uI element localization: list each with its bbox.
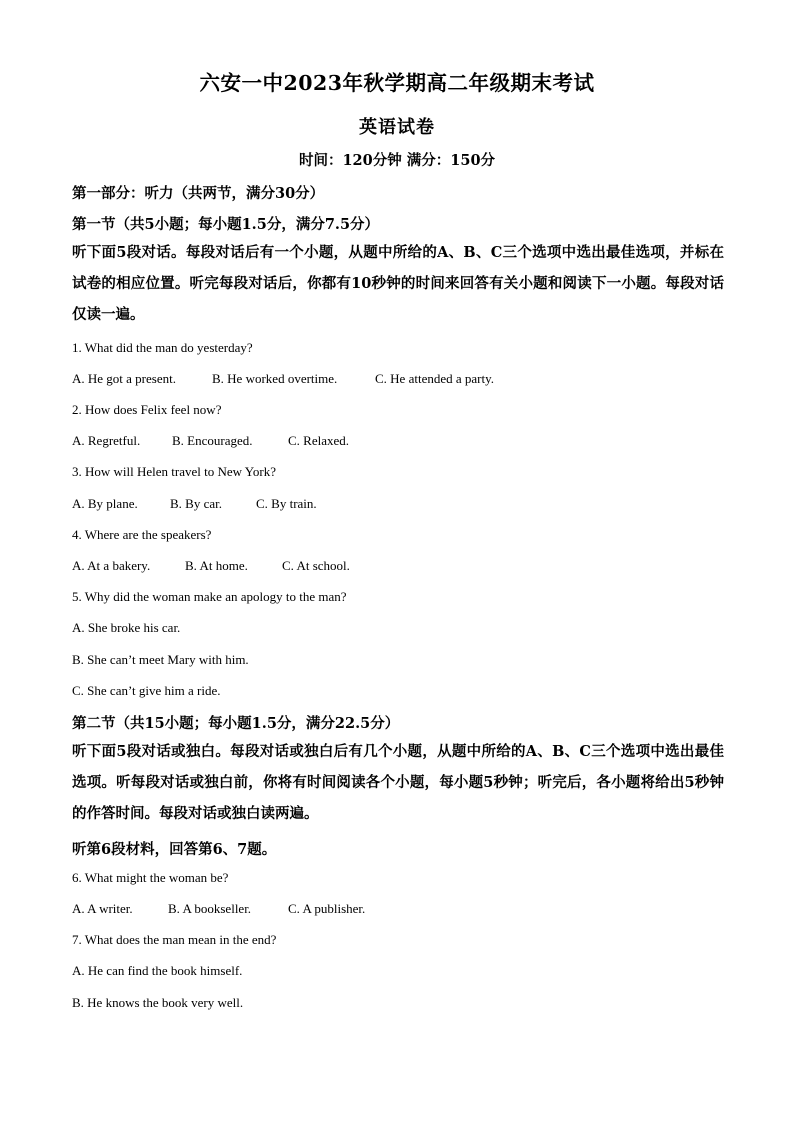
question-options [72, 558, 350, 574]
option-c: C. She can’t give him a ride. [72, 683, 221, 698]
option-c: C. By train. [256, 496, 317, 511]
question-options [72, 496, 317, 512]
option-a: A. He got a present. [72, 371, 176, 386]
option-b: B. A bookseller. [168, 901, 252, 916]
option-c: C. Relaxed. [288, 433, 350, 448]
section2-heading: 第二节（共15小题；每小题1.5分，满分22.5分） [72, 715, 400, 732]
option-a: A. By plane. [72, 496, 138, 511]
question-options [72, 901, 365, 917]
question-stem: 5. Why did the woman make an apology to the man? [72, 589, 347, 604]
option-a: A. Regretful. [72, 433, 141, 448]
option-a: A. She broke his car. [72, 620, 181, 635]
question-options [72, 371, 494, 387]
question-stem: 4. Where are the speakers? [72, 527, 212, 542]
question-stem: 6. What might the woman be? [72, 870, 229, 885]
section2-instructions: 听下面5段对话或独白。每段对话或独白后有几个小题，从题中所给的A、B、C三个选项中选出最佳选项。听每段对话或独白前，你将有时间阅读各个小题，每小题5秒钟；听完后，各小题将给出5秒钟的作答时间。每段对话或独白读两遍。 [72, 743, 724, 822]
question-options [72, 433, 349, 449]
option-c: C. At school. [282, 558, 350, 573]
option-c: C. A publisher. [288, 901, 366, 916]
option-a: A. A writer. [72, 901, 133, 916]
exam-title: 六安一中2023年秋学期高二年级期末考试 [199, 71, 595, 95]
option-c: C. He attended a party. [375, 371, 494, 386]
option-b: B. He worked overtime. [212, 371, 338, 386]
option-b: B. She can’t meet Mary with him. [72, 652, 249, 667]
option-b: B. By car. [170, 496, 222, 511]
question-stem: 3. How will Helen travel to New York? [72, 464, 276, 479]
question-stem: 1. What did the man do yesterday? [72, 340, 253, 355]
option-a: A. He can find the book himself. [72, 963, 243, 978]
part1-heading: 第一部分：听力（共两节，满分30分） [72, 185, 325, 202]
section1-heading: 第一节（共5小题；每小题1.5分，满分7.5分） [72, 216, 380, 233]
question-stem: 2. How does Felix feel now? [72, 402, 222, 417]
option-b: B. At home. [185, 558, 248, 573]
option-b: B. He knows the book very well. [72, 995, 244, 1010]
material-6-heading: 听第6段材料，回答第6、7题。 [72, 841, 277, 858]
option-a: A. At a bakery. [72, 558, 151, 573]
exam-subtitle: 英语试卷 [359, 117, 435, 138]
time-and-score-info: 时间：120分钟 满分：150分 [298, 152, 496, 169]
question-stem: 7. What does the man mean in the end? [72, 932, 277, 947]
option-b: B. Encouraged. [172, 433, 253, 448]
section1-instructions: 听下面5段对话。每段对话后有一个小题，从题中所给的A、B、C三个选项中选出最佳选项，并标在试卷的相应位置。听完每段对话后，你都有10秒钟的时间来回答有关小题和阅读下一小题。每段对话仅读一遍。 [72, 244, 724, 323]
